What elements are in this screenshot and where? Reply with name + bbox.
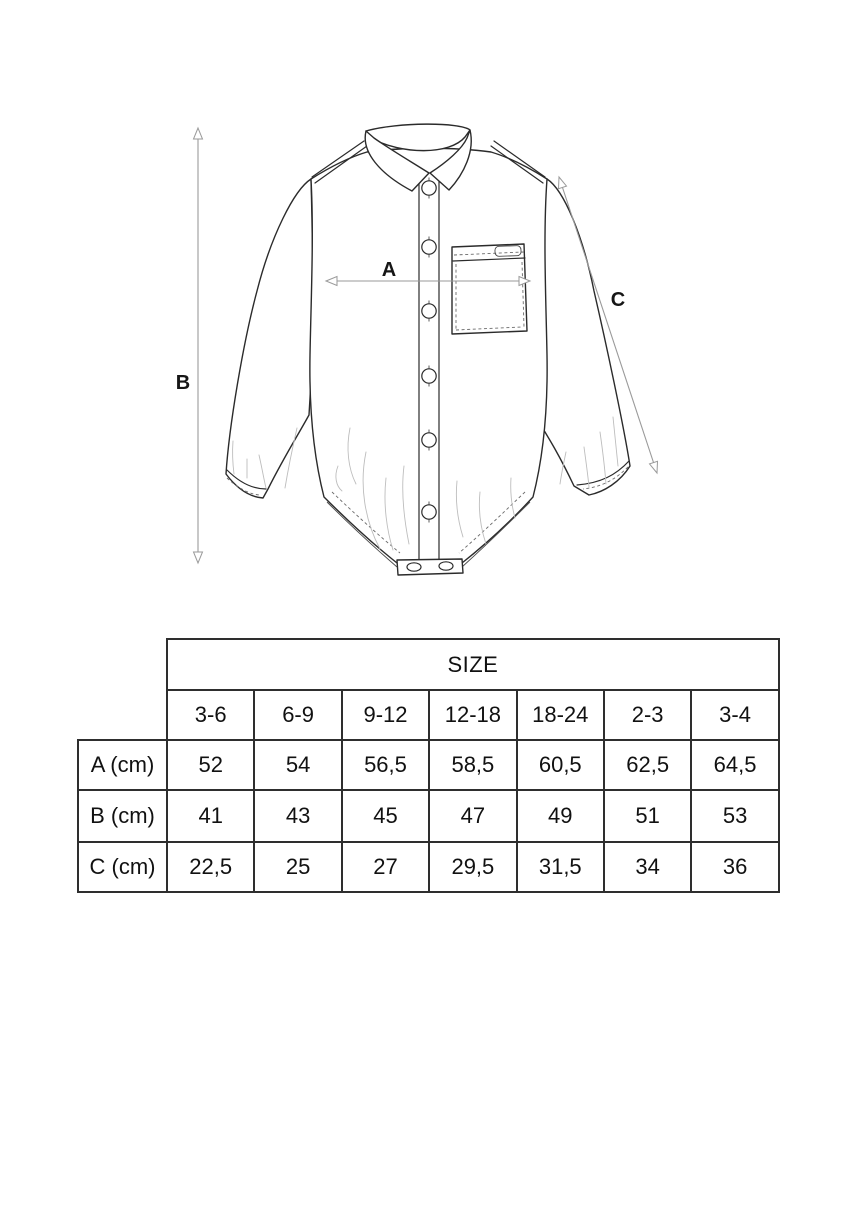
table-cell: 52 — [167, 740, 254, 790]
table-cell: 25 — [254, 842, 341, 892]
table-cell: 60,5 — [517, 740, 604, 790]
measure-label-a: A — [381, 259, 397, 281]
right-sleeve — [533, 179, 630, 495]
snap-band — [397, 559, 463, 575]
table-cell: 62,5 — [604, 740, 691, 790]
table-cell: 27 — [342, 842, 429, 892]
table-cell: 49 — [517, 790, 604, 842]
table-row — [78, 790, 779, 842]
table-cell: 34 — [604, 842, 691, 892]
table-cell: 31,5 — [517, 842, 604, 892]
table-cell: 41 — [167, 790, 254, 842]
size-col-header: 3-4 — [691, 690, 778, 740]
table-cell: 36 — [691, 842, 778, 892]
table-corner-spacer — [78, 639, 167, 690]
measurement-arrow-b — [176, 128, 203, 563]
table-corner-spacer — [78, 690, 167, 740]
table-cell: 47 — [429, 790, 516, 842]
row-header-b: B (cm) — [78, 790, 167, 842]
table-cell: 29,5 — [429, 842, 516, 892]
size-col-header: 3-6 — [167, 690, 254, 740]
table-cell: 53 — [691, 790, 778, 842]
table-cell: 56,5 — [342, 740, 429, 790]
size-col-header: 9-12 — [342, 690, 429, 740]
table-cell: 51 — [604, 790, 691, 842]
size-col-header: 12-18 — [429, 690, 516, 740]
table-cell: 43 — [254, 790, 341, 842]
row-header-a: A (cm) — [78, 740, 167, 790]
table-row — [78, 842, 779, 892]
size-col-header: 6-9 — [254, 690, 341, 740]
table-cell: 22,5 — [167, 842, 254, 892]
size-table — [77, 638, 780, 893]
table-cell: 58,5 — [429, 740, 516, 790]
measure-label-b: B — [175, 372, 191, 394]
measure-label-c: C — [610, 289, 626, 311]
chest-pocket — [452, 244, 527, 334]
row-header-c: C (cm) — [78, 842, 167, 892]
table-cell: 54 — [254, 740, 341, 790]
size-table-title: SIZE — [167, 639, 779, 690]
size-col-header: 2-3 — [604, 690, 691, 740]
table-cell: 45 — [342, 790, 429, 842]
table-row — [78, 740, 779, 790]
left-sleeve — [226, 179, 313, 498]
table-cell: 64,5 — [691, 740, 778, 790]
size-col-header: 18-24 — [517, 690, 604, 740]
